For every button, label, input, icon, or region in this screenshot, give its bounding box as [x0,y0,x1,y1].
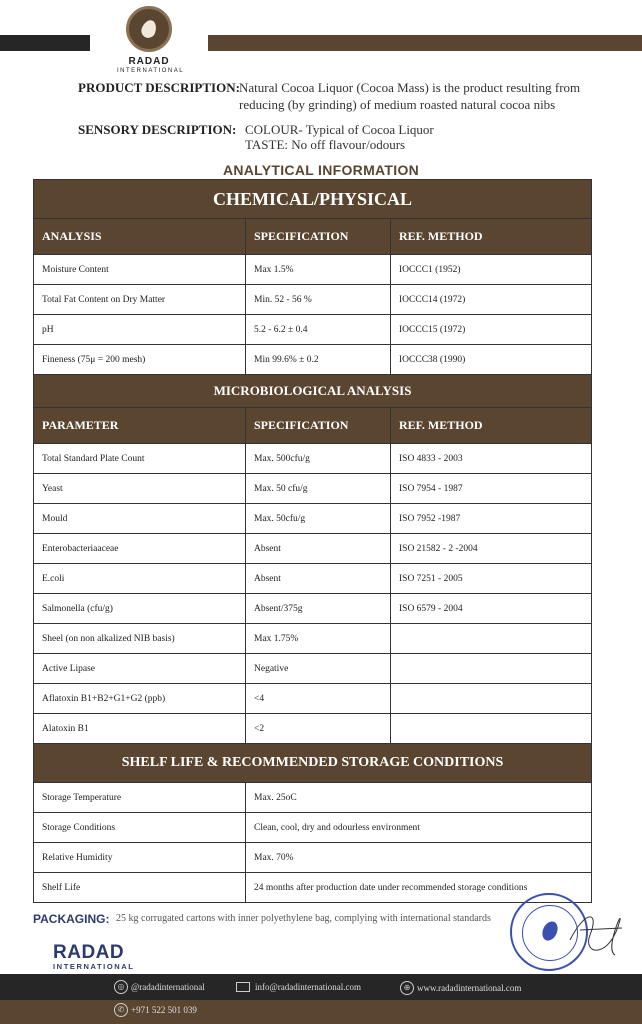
table-row [34,444,592,474]
cell-parameter: Enterobacteriaaceae [34,534,246,564]
cell-condition: Storage Temperature [34,783,246,813]
chemical-physical-heading: CHEMICAL/PHYSICAL [34,180,592,219]
cell-parameter: Mould [34,504,246,534]
sensory-description-label: SENSORY DESCRIPTION: [78,122,237,137]
cell-parameter: Total Standard Plate Count [34,444,246,474]
phone-icon: ✆ [114,1003,128,1017]
cell-value: Clean, cool, dry and odourless environment [246,813,592,843]
cell-specification: Max. 50cfu/g [246,504,391,534]
cell-condition: Relative Humidity [34,843,246,873]
table-row [34,285,592,315]
cell-parameter: Alatoxin B1 [34,714,246,744]
cell-analysis: Moisture Content [34,255,246,285]
cell-analysis: Total Fat Content on Dry Matter [34,285,246,315]
cell-value: Max. 70% [246,843,592,873]
cell-parameter: Salmonella (cfu/g) [34,594,246,624]
table-row [34,474,592,504]
table-row [34,624,592,654]
footer-logo-sub: INTERNATIONAL [53,962,135,971]
cell-ref-method: ISO 21582 - 2 -2004 [391,534,592,564]
table-row [34,873,592,903]
cell-analysis: Fineness (75μ = 200 mesh) [34,345,246,375]
footer-bar-bottom [0,1000,642,1024]
cell-specification: Absent [246,564,391,594]
cell-specification: Negative [246,654,391,684]
signature-icon [560,900,630,970]
col-header-analysis: ANALYSIS [34,219,246,255]
sensory-colour: COLOUR- Typical of Cocoa Liquor [245,122,434,137]
cell-parameter: Aflatoxin B1+B2+G1+G2 (ppb) [34,684,246,714]
cell-ref-method: ISO 6579 - 2004 [391,594,592,624]
logo-name: RADAD [128,56,170,67]
cell-specification: <4 [246,684,391,714]
table-row [34,813,592,843]
cell-specification: <2 [246,714,391,744]
footer-website[interactable]: www.radadinternational.com [417,983,522,993]
packaging-text: 25 kg corrugated cartons with inner polyethylene bag, complying with international standards [116,913,491,924]
footer-logo-name: RADAD [53,942,125,963]
shelf-life-heading: SHELF LIFE & RECOMMENDED STORAGE CONDITIONS [34,744,592,783]
header-bar-right [208,35,642,51]
table-row [34,843,592,873]
instagram-icon: ◎ [114,980,128,994]
packaging-label: PACKAGING: [33,912,110,926]
table-row [34,684,592,714]
footer-logo [53,944,135,971]
email-icon [236,982,250,992]
footer-phone[interactable]: +971 522 501 039 [131,1005,197,1015]
cell-ref-method: IOCCC15 (1972) [391,315,592,345]
cell-specification: Max 1.75% [246,624,391,654]
cell-parameter: E.coli [34,564,246,594]
col-header-specification: SPECIFICATION [246,219,391,255]
cell-specification: 5.2 - 6.2 ± 0.4 [246,315,391,345]
logo-emblem-icon [126,6,172,52]
cell-specification: Max. 500cfu/g [246,444,391,474]
cell-specification: Absent/375g [246,594,391,624]
table-row [34,564,592,594]
cell-condition: Shelf Life [34,873,246,903]
cell-analysis: pH [34,315,246,345]
table-row [34,534,592,564]
table-row [34,315,592,345]
cell-value: 24 months after production date under recommended storage conditions [246,873,592,903]
cell-ref-method: IOCCC1 (1952) [391,255,592,285]
table-row [34,714,592,744]
cell-ref-method: ISO 7952 -1987 [391,504,592,534]
table-row [34,594,592,624]
table-row [34,504,592,534]
cell-specification: Min 99.6% ± 0.2 [246,345,391,375]
product-description-label: PRODUCT DESCRIPTION: [78,80,240,95]
col-header-ref-method: REF. METHOD [391,219,592,255]
analytical-information-title: ANALYTICAL INFORMATION [222,162,420,178]
cell-parameter: Active Lipase [34,654,246,684]
cell-ref-method [391,684,592,714]
cell-parameter: Sheel (on non alkalized NIB basis) [34,624,246,654]
sensory-taste: TASTE: No off flavour/odours [245,137,406,152]
table-row [34,783,592,813]
cell-specification: Min. 52 - 56 % [246,285,391,315]
header-bar-left [0,35,90,51]
cell-ref-method [391,654,592,684]
cell-value: Max. 25oC [246,783,592,813]
cell-ref-method: ISO 7954 - 1987 [391,474,592,504]
logo-sub: INTERNATIONAL [117,68,185,74]
spec-table [33,179,592,903]
cell-specification: Absent [246,534,391,564]
product-description-line2: reducing (by grinding) of medium roasted natural cocoa nibs [239,97,556,112]
cell-ref-method: ISO 7251 - 2005 [391,564,592,594]
footer-email[interactable]: info@radadinternational.com [255,982,362,992]
cell-ref-method: IOCCC38 (1990) [391,345,592,375]
microbiological-heading: MICROBIOLOGICAL ANALYSIS [34,375,592,408]
table-row [34,345,592,375]
col-header-ref-method: REF. METHOD [391,408,592,444]
cell-specification: Max 1.5% [246,255,391,285]
header-logo [117,6,185,74]
cell-specification: Max. 50 cfu/g [246,474,391,504]
globe-icon: ⊕ [400,981,414,995]
col-header-parameter: PARAMETER [34,408,246,444]
col-header-specification: SPECIFICATION [246,408,391,444]
table-row [34,654,592,684]
cell-ref-method [391,624,592,654]
cell-parameter: Yeast [34,474,246,504]
cell-ref-method: IOCCC14 (1972) [391,285,592,315]
table-row [34,255,592,285]
footer-instagram[interactable]: @radadinternational [131,982,205,992]
cell-ref-method: ISO 4833 - 2003 [391,444,592,474]
product-description-line1: Natural Cocoa Liquor (Cocoa Mass) is the product resulting from [239,80,581,95]
cell-ref-method [391,714,592,744]
cell-condition: Storage Conditions [34,813,246,843]
